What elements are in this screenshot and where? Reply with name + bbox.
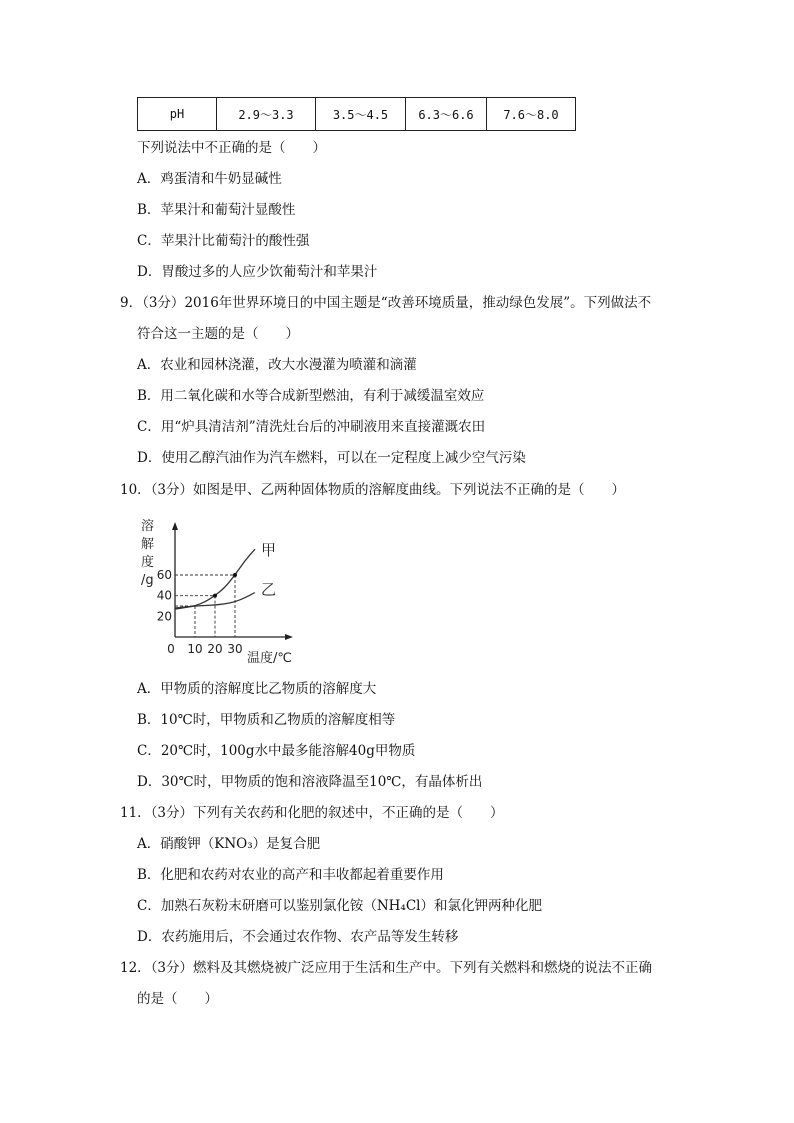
x-tick-label: 30 xyxy=(227,642,243,656)
q8-option-c: C．苹果汁比葡萄汁的酸性强 xyxy=(137,233,310,249)
q10-stem-text: 如图是甲、乙两种固体物质的溶解度曲线。下列说法不正确的是（ ） xyxy=(193,482,626,498)
q9-option-a: A．农业和园林浇灌，改大水漫灌为喷灌和滴灌 xyxy=(137,357,417,373)
q9-option-c: C．用“炉具清洁剂”清洗灶台后的冲刷液用来直接灌溉农田 xyxy=(137,419,486,435)
y-tick-label: 40 xyxy=(156,588,172,603)
table-row xyxy=(138,98,576,131)
ph-header-cell: pH xyxy=(138,98,217,131)
ph-value-cell: 7.6～8.0 xyxy=(487,98,576,131)
q12-stem-text: 燃料及其燃烧被广泛应用于生活和生产中。下列有关燃料和燃烧的说法不正确 xyxy=(193,960,653,976)
q11-stem xyxy=(120,803,504,823)
ph-value-cell: 3.5～4.5 xyxy=(316,98,406,131)
y-tick-label: 60 xyxy=(156,568,172,582)
ph-table xyxy=(137,97,576,131)
data-point xyxy=(213,594,217,598)
ph-value-cell: 6.3～6.6 xyxy=(406,98,487,131)
y-axis-unit: /g xyxy=(141,573,154,588)
q11-option-c: C．加熟石灰粉末研磨可以鉴别氯化铵（NH₄Cl）和氯化钾两种化肥 xyxy=(137,898,542,914)
y-axis-arrow xyxy=(172,522,178,530)
question-score: （3分） xyxy=(150,805,194,821)
q11-option-d: D．农药施用后，不会通过农作物、农产品等发生转移 xyxy=(137,929,459,945)
question-number: 9． xyxy=(120,295,143,311)
q10-option-c: C．20℃时，100g水中最多能溶解40g甲物质 xyxy=(137,743,416,759)
ph-value-cell: 2.9～3.3 xyxy=(217,98,316,131)
x-axis-arrow xyxy=(285,634,293,640)
y-axis-label: 解 xyxy=(141,537,155,552)
q9-stem-cont: 符合这一主题的是（ ） xyxy=(137,326,299,342)
question-number: 10． xyxy=(120,482,151,498)
origin-label: 0 xyxy=(167,642,175,656)
series-line-jia xyxy=(175,549,255,608)
question-score: （3分） xyxy=(150,482,194,498)
question-number: 12． xyxy=(120,960,151,976)
q10-option-a: A．甲物质的溶解度比乙物质的溶解度大 xyxy=(137,681,377,697)
q10-stem xyxy=(120,480,625,500)
q9-option-d: D．使用乙醇汽油作为汽车燃料，可以在一定程度上减少空气污染 xyxy=(137,450,526,466)
solubility-chart xyxy=(135,512,305,667)
question-number: 11． xyxy=(120,805,151,821)
q11-option-b: B．化肥和农药对农业的高产和丰收都起着重要作用 xyxy=(137,867,444,883)
question-score: （3分） xyxy=(142,295,185,311)
y-tick-label: 20 xyxy=(156,609,172,624)
q9-stem-text: 2016年世界环境日的中国主题是“改善环境质量，推动绿色发展”。下列做法不 xyxy=(184,295,652,311)
series-label: 乙 xyxy=(261,580,277,599)
q11-stem-text: 下列有关农药和化肥的叙述中，不正确的是（ ） xyxy=(193,805,504,821)
q8-option-b: B．苹果汁和葡萄汁显酸性 xyxy=(137,202,296,218)
q11-option-a: A．硝酸钾（KNO₃）是复合肥 xyxy=(137,836,321,852)
q12-stem-cont: 的是（ ） xyxy=(137,991,218,1007)
q10-option-b: B．10℃时，甲物质和乙物质的溶解度相等 xyxy=(137,712,396,728)
q8-option-d: D．胃酸过多的人应少饮葡萄汁和苹果汁 xyxy=(137,264,378,280)
y-axis-label: 度 xyxy=(141,555,155,570)
q8-option-a: A．鸡蛋清和牛奶显碱性 xyxy=(137,171,282,187)
question-score: （3分） xyxy=(150,960,194,976)
q12-stem xyxy=(120,958,652,978)
data-point xyxy=(233,573,237,577)
x-axis-label: 温度/℃ xyxy=(247,651,292,666)
q9-option-b: B．用二氧化碳和水等合成新型燃油，有利于减缓温室效应 xyxy=(137,388,485,404)
q8-stem: 下列说法中不正确的是（ ） xyxy=(137,140,326,156)
q9-stem xyxy=(120,293,651,313)
y-axis-label: 溶 xyxy=(141,519,155,534)
series-label: 甲 xyxy=(261,541,277,560)
x-tick-label: 10 xyxy=(187,642,203,656)
x-tick-label: 20 xyxy=(207,642,223,656)
q10-option-d: D．30℃时，甲物质的饱和溶液降温至10℃，有晶体析出 xyxy=(137,774,483,790)
